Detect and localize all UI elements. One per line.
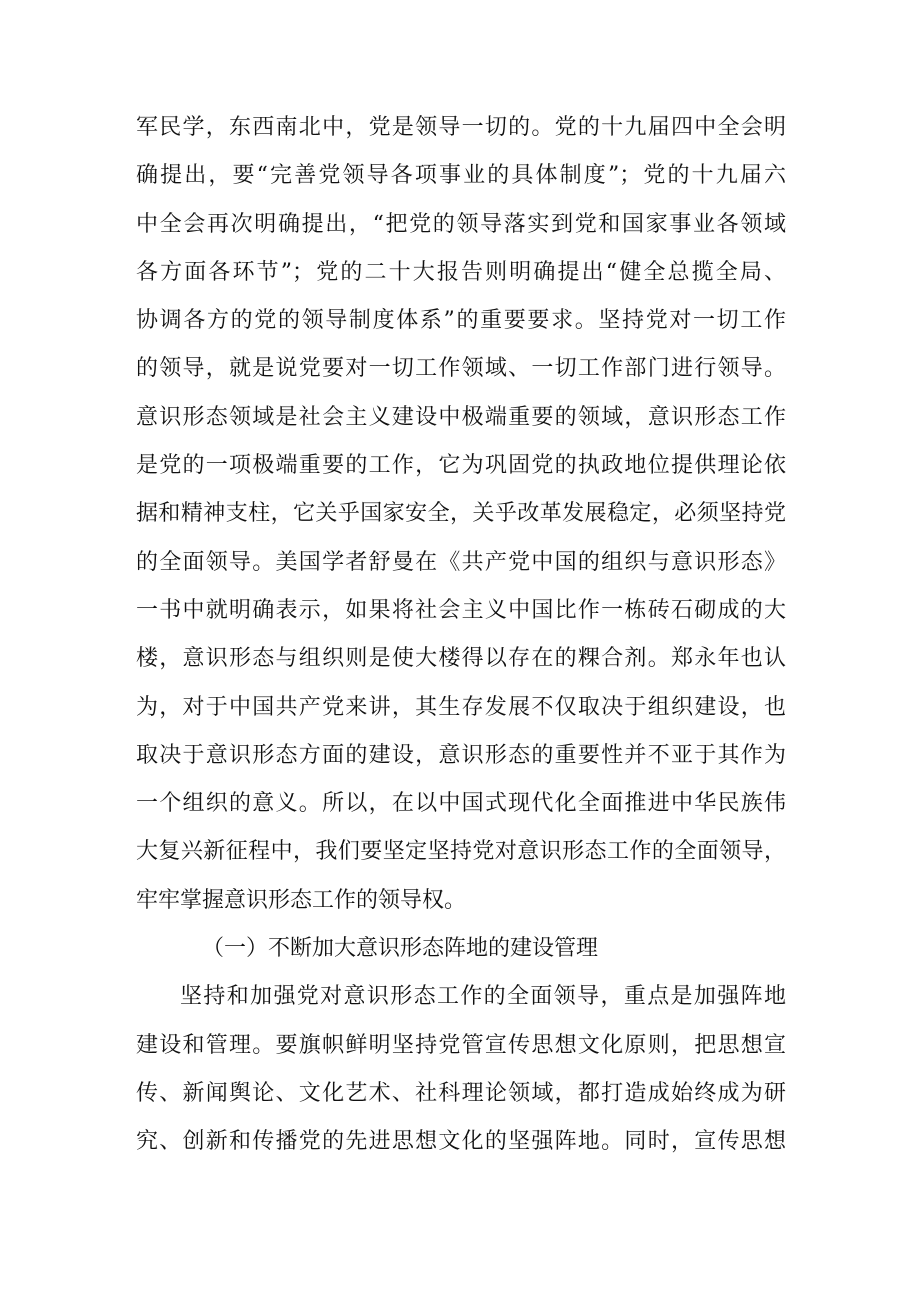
text-line: 楼，意识形态与组织则是使大楼得以存在的粿合剂。郑永年也认: [136, 646, 786, 672]
text-line: 意识形态领域是社会主义建设中极端重要的领域，意识形态工作: [136, 404, 786, 430]
text-line: 为，对于中国共产党来讲，其生存发展不仅取决于组织建设，也: [136, 694, 786, 720]
paragraph-first-line: 坚持和加强党对意识形态工作的全面领导，重点是加强阵地: [180, 984, 786, 1010]
body-text: [136, 104, 786, 1167]
section-heading: （一）不断加大意识形态阵地的建设管理: [202, 936, 599, 962]
text-line: 的领导，就是说党要对一切工作领域、一切工作部门进行领导。: [136, 356, 786, 382]
text-line: 协调各方的党的领导制度体系”的重要要求。坚持党对一切工作: [136, 308, 786, 334]
text-line: 据和精神支柱，它关乎国家安全，关乎改革发展稳定，必须坚持党: [136, 501, 786, 527]
text-line: 一个组织的意义。所以，在以中国式现代化全面推进中华民族伟: [136, 791, 786, 817]
text-line: 究、创新和传播党的先进思想文化的坚强阵地。同时，宣传思想: [136, 1129, 786, 1155]
text-line: 确提出，要“完善党领导各项事业的具体制度”；党的十九届六: [136, 163, 786, 189]
text-line: 中全会再次明确提出，“把党的领导落实到党和国家事业各领域: [136, 211, 786, 237]
text-line: 军民学，东西南北中，党是领导一切的。党的十九届四中全会明: [136, 115, 786, 140]
text-line: 一书中就明确表示，如果将社会主义中国比作一栋砖石砌成的大: [136, 597, 786, 623]
text-line: 取决于意识形态方面的建设，意识形态的重要性并不亚于其作为: [136, 742, 786, 768]
text-line: 建设和管理。要旗帜鲜明坚持党管宣传思想文化原则，把思想宣: [136, 1032, 786, 1058]
text-line: 大复兴新征程中，我们要坚定坚持党对意识形态工作的全面领导，: [136, 839, 786, 865]
text-line: 各方面各环节”；党的二十大报告则明确提出“健全总揽全局、: [136, 259, 786, 285]
text-line: 的全面领导。美国学者舒曼在《共产党中国的组织与意识形态》: [136, 549, 786, 575]
paragraph-end-line: 牢牢掌握意识形态工作的领导权。: [136, 887, 467, 913]
text-line: 传、新闻舆论、文化艺术、社科理论领域，都打造成始终成为研: [136, 1080, 786, 1106]
text-line: 是党的一项极端重要的工作，它为巩固党的执政地位提供理论依: [136, 453, 786, 479]
